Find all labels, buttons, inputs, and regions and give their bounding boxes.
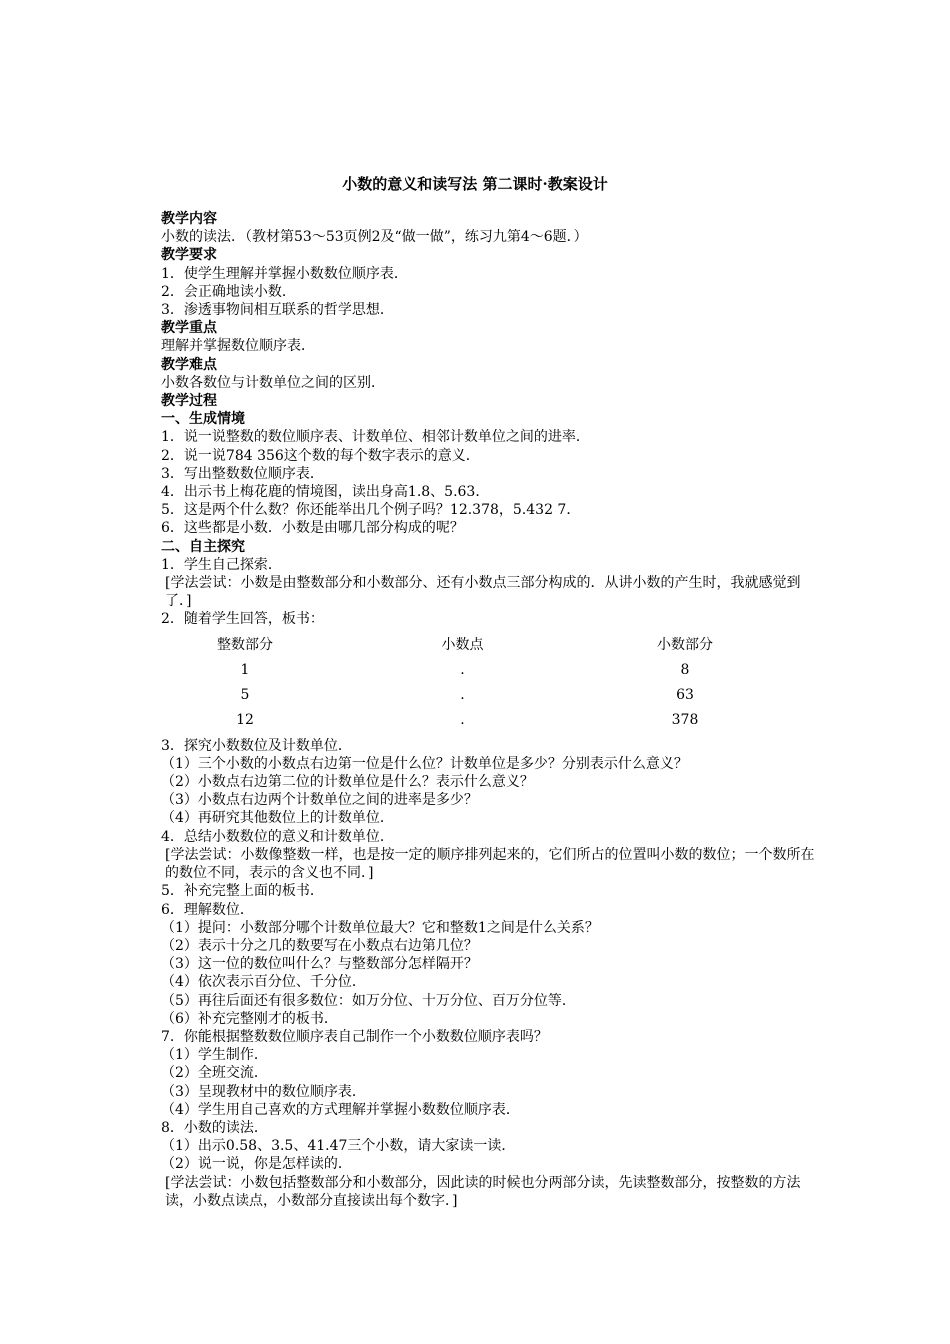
text-line: （2）说一说，你是怎样读的． <box>161 1156 352 1173</box>
text-line: 理解并掌握数位顺序表． <box>161 338 315 355</box>
section-part-2 <box>145 737 825 1210</box>
text-line: 1．学生自己探索． <box>161 556 282 573</box>
section-heading: 一、生成情境 <box>161 411 245 428</box>
text-line: 5．这是两个什么数？你还能举出几个例子吗？12.378，5.432 7． <box>161 502 581 519</box>
text-line: 小数各数位与计数单位之间的区别． <box>161 374 385 391</box>
text-line: （6）补充完整刚才的板书． <box>161 1010 338 1027</box>
text-line: （1）三个小数的小数点右边第一位是什么位？计数单位是多少？分别表示什么意义？ <box>161 755 688 772</box>
board-cell: . <box>460 711 465 728</box>
section-part-1 <box>145 210 825 629</box>
document-title: 小数的意义和读写法 第二课时·教案设计 <box>342 175 608 193</box>
text-line: 2．随着学生回答，板书： <box>161 611 324 628</box>
text-line: （5）再往后面还有很多数位：如万分位、十万分位、百万分位等． <box>161 992 576 1009</box>
board-header: 小数点 <box>441 636 484 653</box>
board-cell: 12 <box>236 711 254 728</box>
section-heading: 教学过程 <box>161 393 217 410</box>
text-line: （2）全班交流． <box>161 1065 268 1082</box>
section-heading: 教学难点 <box>161 356 217 373</box>
board-cell: 63 <box>676 686 694 703</box>
text-line: （4）依次表示百分位、千分位． <box>161 974 366 991</box>
board-cell: 1 <box>240 661 250 678</box>
board-cell: 8 <box>680 661 690 678</box>
text-line: 7．你能根据整数数位顺序表自己制作一个小数数位顺序表吗？ <box>161 1028 548 1045</box>
text-line: 3．写出整数数位顺序表． <box>161 465 324 482</box>
board-header: 小数部分 <box>657 636 713 653</box>
text-line: 2．说一说784 356这个数的每个数字表示的意义． <box>161 447 480 464</box>
section-heading: 教学重点 <box>161 320 217 337</box>
text-line: [学法尝试：小数像整数一样，也是按一定的顺序排列起来的，它们所占的位置叫小数的数位；一个数所在的数位不同，表示的含义也不同．] <box>165 846 815 882</box>
text-line: （4）学生用自己喜欢的方式理解并掌握小数数位顺序表． <box>161 1101 520 1118</box>
text-line: （3）小数点右边两个计数单位之间的进率是多少？ <box>161 792 478 809</box>
board-cell: . <box>460 686 465 703</box>
section-heading: 二、自主探究 <box>161 538 245 555</box>
text-line: 3．探究小数数位及计数单位． <box>161 737 352 754</box>
text-line: 4．出示书上梅花鹿的情境图，读出身高1.8、5.63． <box>161 484 490 501</box>
text-line: （3）这一位的数位叫什么？与整数部分怎样隔开？ <box>161 956 478 973</box>
text-line: （1）出示0.58、3.5、41.47三个小数，请大家读一读． <box>161 1138 516 1155</box>
text-line: 5．补充完整上面的板书． <box>161 883 324 900</box>
document-body <box>145 210 825 1210</box>
text-line: 6．理解数位． <box>161 901 254 918</box>
board-header: 整数部分 <box>217 636 273 653</box>
board-cell: . <box>460 661 465 678</box>
text-line: （2）表示十分之几的数要写在小数点右边第几位？ <box>161 937 478 954</box>
text-line: （1）学生制作． <box>161 1047 268 1064</box>
text-line: 1．使学生理解并掌握小数数位顺序表． <box>161 265 408 282</box>
text-line: 6．这些都是小数．小数是由哪几部分构成的呢？ <box>161 520 464 537</box>
text-line: [学法尝试：小数包括整数部分和小数部分，因此读的时候也分两部分读，先读整数部分，按整数的方法读，小数点读点，小数部分直接读出每个数字．] <box>165 1174 801 1209</box>
text-line: （1）提问：小数部分哪个计数单位最大？它和整数1之间是什么关系？ <box>161 919 599 936</box>
board-cell: 378 <box>671 711 699 728</box>
text-line: 1．说一说整数的数位顺序表、计数单位、相邻计数单位之间的进率． <box>161 429 590 446</box>
text-line: 小数的读法．（教材第53～53页例2及“做一做”，练习九第4～6题．） <box>161 229 588 246</box>
board-table <box>145 633 825 733</box>
text-line: （4）再研究其他数位上的计数单位． <box>161 810 394 827</box>
text-line: [学法尝试：小数是由整数部分和小数部分、还有小数点三部分构成的．从讲小数的产生时，我就感觉到了．] <box>165 575 801 610</box>
section-heading: 教学内容 <box>161 211 217 227</box>
board-cell: 5 <box>240 686 250 703</box>
section-heading: 教学要求 <box>161 247 217 264</box>
text-line: （3）呈现教材中的数位顺序表． <box>161 1083 366 1100</box>
text-line: 2．会正确地读小数． <box>161 283 296 300</box>
text-line: 4．总结小数数位的意义和计数单位． <box>161 828 394 845</box>
text-line: （2）小数点右边第二位的计数单位是什么？表示什么意义？ <box>161 774 534 791</box>
text-line: 8．小数的读法． <box>161 1119 268 1136</box>
text-line: 3．渗透事物间相互联系的哲学思想． <box>161 302 394 319</box>
